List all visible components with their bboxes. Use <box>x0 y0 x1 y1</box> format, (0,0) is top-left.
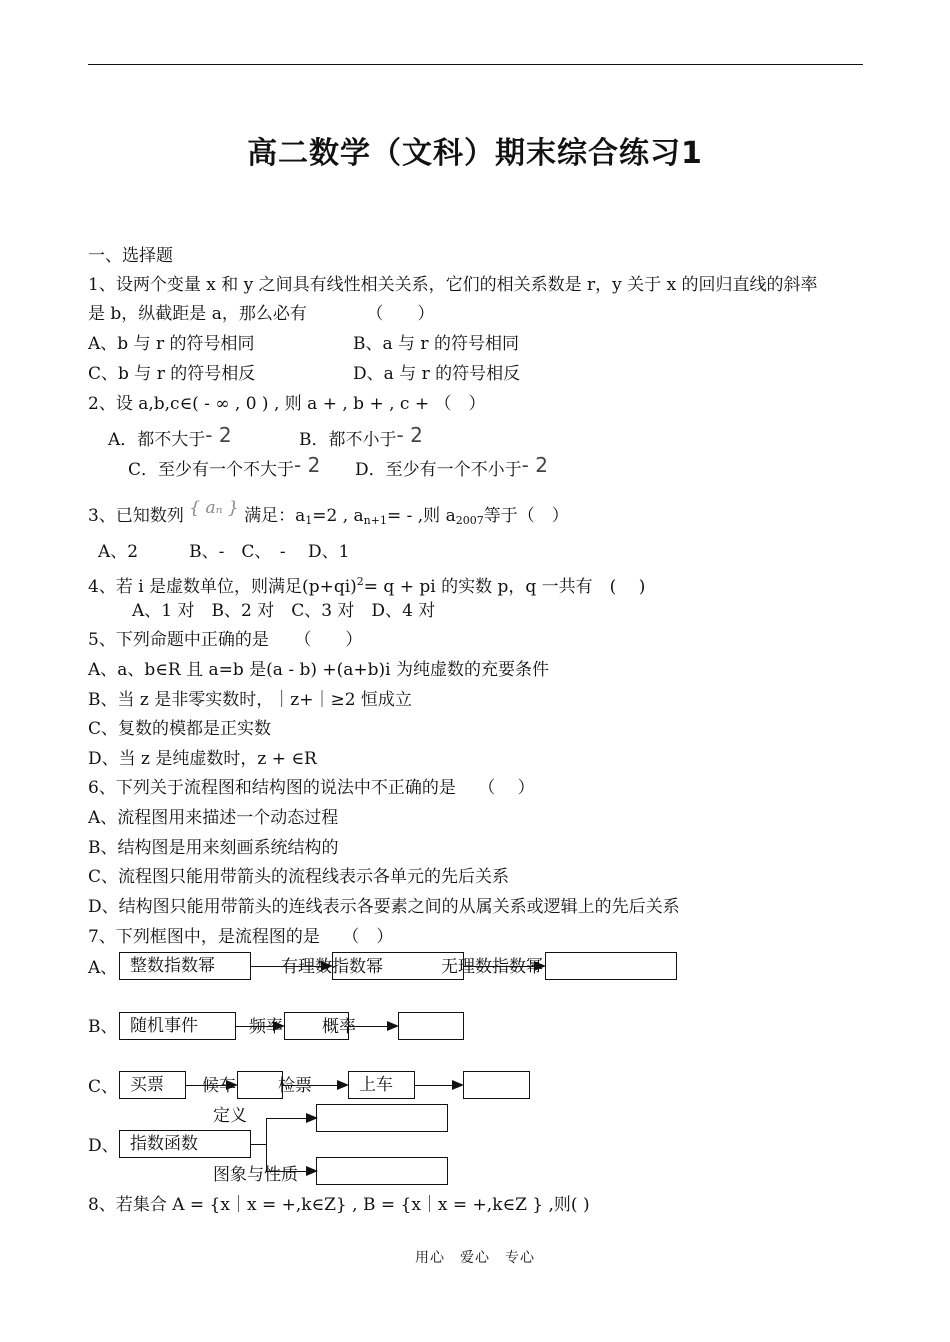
q5-option-d: D、当 z 是纯虚数时，z + ∈R <box>88 749 317 769</box>
q3-sub-3: 2007 <box>455 514 484 527</box>
math-neg2: - 2 <box>396 423 423 447</box>
struct-box-empty <box>316 1157 448 1185</box>
flow-connector <box>349 1026 387 1027</box>
struct-connector <box>251 1144 267 1145</box>
q1-option-c: C、b 与 r 的符号相反 <box>88 364 256 384</box>
flow-box-empty <box>398 1012 464 1040</box>
q2-option-c <box>128 454 320 481</box>
q6-option-d: D、结构图只能用带箭头的连线表示各要素之间的从属关系或逻辑上的先后关系 <box>88 897 680 917</box>
q2-option-d-text: D．至少有一个不小于 <box>355 460 522 480</box>
page-footer: 用心 爱心 专心 <box>415 1250 535 1266</box>
sequence-an-symbol: { aₙ } <box>189 498 239 518</box>
q1-option-d: D、a 与 r 的符号相反 <box>353 364 521 384</box>
q4-sup: 2 <box>356 575 364 588</box>
q5-option-c: C、复数的模都是正实数 <box>88 719 272 739</box>
q2-option-c-text: C．至少有一个不大于 <box>128 460 295 480</box>
q3-prefix: 3、已知数列 <box>88 506 184 526</box>
q3-options: A、2 B、- C、 - D、1 <box>98 542 350 562</box>
flow-box-board: 上车 <box>348 1071 415 1099</box>
q1-stem-line2: 是 b，纵截距是 a，那么必有 （ ） <box>88 304 435 324</box>
flow-label-probability: 概率 <box>322 1017 356 1037</box>
flow-label-irrational-exponent: 无理数指数幂 <box>441 957 543 977</box>
header-rule <box>88 64 863 65</box>
q4-stem <box>88 571 645 598</box>
flow-box-empty <box>545 952 677 980</box>
q1-option-a: A、b 与 r 的符号相同 <box>88 334 255 354</box>
flow-box-wait <box>237 1071 283 1099</box>
q3-text-3: = - ,则 a <box>386 506 456 526</box>
q4-options: A、1 对 B、2 对 C、3 对 D、4 对 <box>132 601 436 621</box>
q6-option-c: C、流程图只能用带箭头的流程线表示各单元的先后关系 <box>88 867 510 887</box>
flow-box-random-event: 随机事件 <box>119 1012 236 1040</box>
q3-text-2: =2 , a <box>312 506 364 526</box>
flow-label-rational-exponent: 有理数指数幂 <box>281 957 383 977</box>
q8-stem: 8、若集合 A = {x｜x = +,k∈Z} , B = {x｜x = +,k∈Z } ,则( ) <box>88 1195 590 1215</box>
math-neg2: - 2 <box>294 453 321 477</box>
q7-option-d-label: D、 <box>88 1136 119 1156</box>
flow-label-wait: 候车 <box>202 1076 236 1096</box>
flow-connector <box>415 1085 452 1086</box>
flow-box-integer-exponent: 整数指数幂 <box>119 952 251 980</box>
q4-text-2: = q + pi 的实数 p，q 一共有 ( ) <box>363 577 646 597</box>
struct-label-definition: 定义 <box>213 1106 247 1126</box>
flow-box-buy-ticket: 买票 <box>119 1071 186 1099</box>
struct-box-empty <box>316 1104 448 1132</box>
q2-option-a <box>108 424 232 451</box>
q1-option-b: B、a 与 r 的符号相同 <box>353 334 519 354</box>
q7-stem: 7、下列框图中，是流程图的是 （ ） <box>88 927 394 947</box>
struct-label-graph-properties: 图象与性质 <box>213 1165 298 1185</box>
struct-connector <box>266 1118 306 1119</box>
q6-option-a: A、流程图用来描述一个动态过程 <box>88 808 339 828</box>
q7-option-a-label: A、 <box>88 958 118 978</box>
q3-sub-2: n+1 <box>363 514 387 527</box>
q5-option-b: B、当 z 是非零实数时，｜z+｜≥2 恒成立 <box>88 690 412 710</box>
q3-text-4: 等于（ ） <box>483 506 569 526</box>
q4-text-1: 4、若 i 是虚数单位，则满足(p+qi) <box>88 577 357 597</box>
flow-label-check-ticket: 检票 <box>278 1076 312 1096</box>
q5-stem: 5、下列命题中正确的是 （ ） <box>88 630 363 650</box>
q5-option-a: A、a、b∈R 且 a=b 是(a - b) +(a+b)i 为纯虚数的充要条件 <box>88 660 549 680</box>
q2-stem: 2、设 a,b,c∈( - ∞ , 0 ) , 则 a + , b + , c + （ ） <box>88 394 486 414</box>
q2-option-b-text: B．都不小于 <box>299 430 397 450</box>
q3-text-1: 满足：a <box>244 506 306 526</box>
struct-box-exponential-function: 指数函数 <box>119 1130 251 1158</box>
q7-option-b-label: B、 <box>88 1017 118 1037</box>
flow-label-frequency: 频率 <box>249 1017 283 1037</box>
flow-box-empty <box>463 1071 530 1099</box>
math-neg2: - 2 <box>521 453 548 477</box>
q3-stem <box>88 497 569 532</box>
q2-option-b <box>299 424 423 451</box>
q6-option-b: B、结构图是用来刻画系统结构的 <box>88 838 339 858</box>
q3-sub-1: 1 <box>305 514 313 527</box>
page-title: 高二数学（文科）期末综合练习1 <box>247 136 703 171</box>
q2-option-a-text: A．都不大于 <box>108 430 206 450</box>
q6-stem: 6、下列关于流程图和结构图的说法中不正确的是 （ ） <box>88 778 535 798</box>
section-heading: 一、选择题 <box>88 246 173 266</box>
q7-option-c-label: C、 <box>88 1077 119 1097</box>
q1-stem-line1: 1、设两个变量 x 和 y 之间具有线性相关关系，它们的相关系数是 r，y 关于 x 的回归直线的斜率 <box>88 275 818 295</box>
math-neg2: - 2 <box>205 423 232 447</box>
q2-option-d <box>355 454 548 481</box>
flow-connector <box>283 1085 337 1086</box>
